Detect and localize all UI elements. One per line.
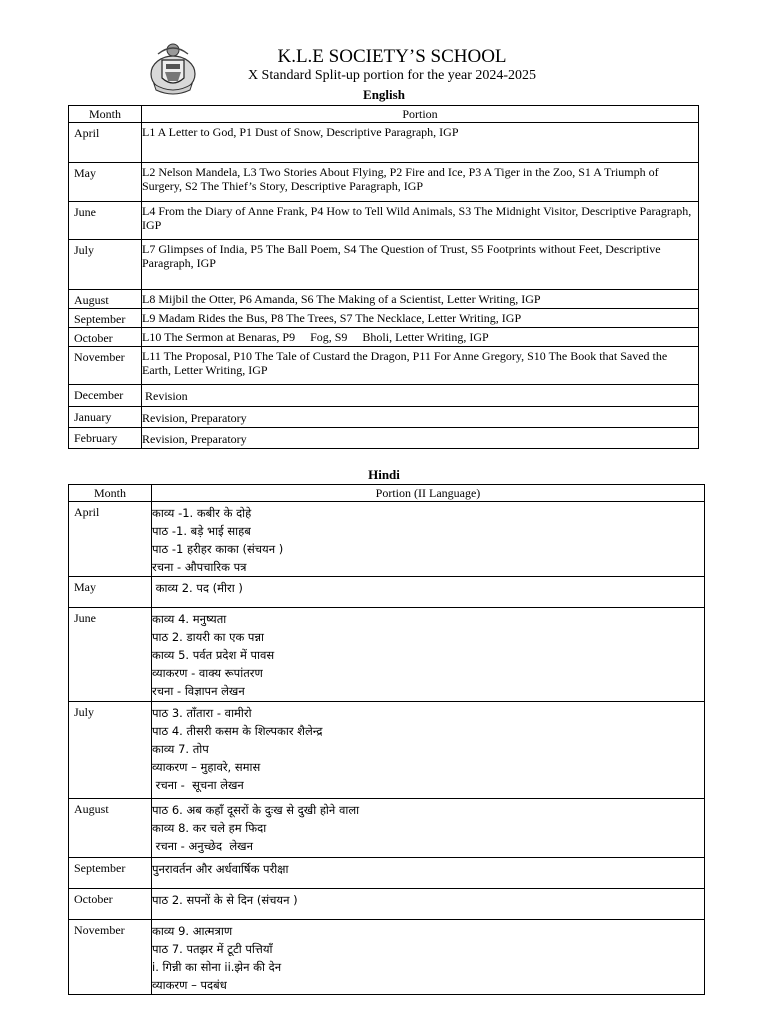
hindi-portion-header: Portion (II Language): [152, 485, 705, 502]
table-row: [69, 501, 705, 576]
portion-cell: [152, 888, 705, 919]
portion-line: व्याकरण – मुहावरे, समास: [152, 759, 261, 774]
hindi-table-header: [69, 485, 705, 502]
portion-line: व्याकरण - वाक्य रूपांतरण: [152, 665, 263, 680]
portion-line: पाठ -1. बड़े भाई साहब: [152, 523, 251, 538]
month-cell: September: [69, 857, 152, 888]
table-row: [69, 346, 699, 384]
table-row: [69, 607, 705, 701]
table-row: [69, 239, 699, 289]
portion-cell: L10 The Sermon at Benaras, P9 Fog, S9 Bholi, Letter Writing, IGP: [142, 327, 699, 346]
table-row: [69, 162, 699, 201]
portion-cell: L7 Glimpses of India, P5 The Ball Poem, S4 The Question of Trust, S5 Footprints without Feet, Descriptive Paragraph, IGP: [142, 239, 699, 289]
table-row: [69, 122, 699, 162]
portion-cell: [152, 576, 705, 607]
portion-cell: Revision, Preparatory: [142, 427, 699, 448]
portion-cell: Revision: [142, 384, 699, 406]
month-cell: October: [69, 888, 152, 919]
month-cell: August: [69, 289, 142, 308]
english-table-header: [69, 106, 699, 123]
portion-line: पाठ -1 हरीहर काका (संचयन ): [152, 541, 284, 556]
month-cell: April: [69, 501, 152, 576]
portion-cell: [152, 701, 705, 798]
portion-cell: [152, 607, 705, 701]
hindi-month-header: Month: [69, 485, 152, 502]
table-row: [69, 384, 699, 406]
table-row: [69, 427, 699, 448]
table-row: [69, 857, 705, 888]
month-cell: August: [69, 798, 152, 857]
month-cell: April: [69, 122, 142, 162]
portion-line: रचना - अनुच्छेद लेखन: [152, 838, 253, 853]
hindi-section-title: Hindi: [368, 467, 400, 482]
portion-line: पाठ 4. तीसरी कसम के शिल्पकार शैलेन्द्र: [152, 723, 323, 738]
portion-line: पाठ 6. अब कहाँ दूसरों के दुःख से दुखी होने वाला: [152, 802, 360, 817]
portion-line: पुनरावर्तन और अर्धवार्षिक परीक्षा: [152, 861, 289, 876]
portion-cell: L4 From the Diary of Anne Frank, P4 How to Tell Wild Animals, S3 The Midnight Visitor, Descriptive Paragraph, IGP: [142, 201, 699, 239]
hindi-portion-table: [68, 484, 705, 995]
table-row: [69, 406, 699, 427]
month-cell: February: [69, 427, 142, 448]
portion-cell: L2 Nelson Mandela, L3 Two Stories About Flying, P2 Fire and Ice, P3 A Tiger in the Zoo, S1 A Triumph of Surgery, S2 The Thief’s Story, Descriptive Paragraph, IGP: [142, 162, 699, 201]
portion-line: काव्य 5. पर्वत प्रदेश में पावस: [152, 647, 275, 662]
table-row: [69, 327, 699, 346]
english-portion-table: [68, 105, 699, 449]
portion-line: काव्य 2. पद (मीरा ): [152, 580, 243, 595]
month-cell: July: [69, 239, 142, 289]
month-cell: November: [69, 346, 142, 384]
portion-line: काव्य -1. कबीर के दोहे: [152, 505, 252, 520]
portion-cell: Revision, Preparatory: [142, 406, 699, 427]
portion-cell: L9 Madam Rides the Bus, P8 The Trees, S7 The Necklace, Letter Writing, IGP: [142, 308, 699, 327]
month-cell: July: [69, 701, 152, 798]
portion-cell: L11 The Proposal, P10 The Tale of Custard the Dragon, P11 For Anne Gregory, S10 The Book that Saved the Earth, Letter Writing, IGP: [142, 346, 699, 384]
document-subtitle: X Standard Split-up portion for the year 2024-2025: [247, 68, 537, 83]
month-cell: January: [69, 406, 142, 427]
portion-cell: L1 A Letter to God, P1 Dust of Snow, Descriptive Paragraph, IGP: [142, 122, 699, 162]
portion-line: रचना - विज्ञापन लेखन: [152, 683, 245, 698]
month-cell: May: [69, 576, 152, 607]
table-row: [69, 701, 705, 798]
portion-line: पाठ 2. डायरी का एक पन्ना: [152, 629, 264, 644]
portion-line: पाठ 7. पतझर में टूटी पत्तियाँ: [152, 941, 273, 956]
school-name: K.L.E SOCIETY’S SCHOOL: [277, 46, 507, 67]
portion-cell: [152, 857, 705, 888]
portion-line: काव्य 8. कर चले हम फिदा: [152, 820, 267, 835]
portion-line: पाठ 2. सपनों के से दिन (संचयन ): [152, 892, 298, 907]
portion-line: काव्य 9. आत्मत्राण: [152, 923, 233, 938]
english-month-header: Month: [69, 106, 142, 123]
portion-line: रचना - सूचना लेखन: [152, 777, 244, 792]
month-cell: December: [69, 384, 142, 406]
table-row: [69, 798, 705, 857]
table-row: [69, 888, 705, 919]
portion-cell: [152, 501, 705, 576]
portion-line: i. गिन्नी का सोना ii.झेन की देन: [152, 959, 282, 974]
english-section-title: English: [363, 87, 405, 102]
table-row: [69, 919, 705, 994]
table-row: [69, 201, 699, 239]
portion-line: व्याकरण – पदबंध: [152, 977, 227, 992]
table-row: [69, 289, 699, 308]
portion-line: रचना - औपचारिक पत्र: [152, 559, 247, 574]
table-row: [69, 576, 705, 607]
portion-line: पाठ 3. ताँतारा - वामीरो: [152, 705, 252, 720]
month-cell: November: [69, 919, 152, 994]
month-cell: September: [69, 308, 142, 327]
table-row: [69, 308, 699, 327]
month-cell: June: [69, 607, 152, 701]
english-portion-header: Portion: [142, 106, 699, 123]
month-cell: May: [69, 162, 142, 201]
portion-cell: L8 Mijbil the Otter, P6 Amanda, S6 The Making of a Scientist, Letter Writing, IGP: [142, 289, 699, 308]
portion-line: काव्य 4. मनुष्यता: [152, 611, 227, 626]
portion-cell: [152, 919, 705, 994]
portion-line: काव्य 7. तोप: [152, 741, 209, 756]
month-cell: June: [69, 201, 142, 239]
portion-cell: [152, 798, 705, 857]
month-cell: October: [69, 327, 142, 346]
